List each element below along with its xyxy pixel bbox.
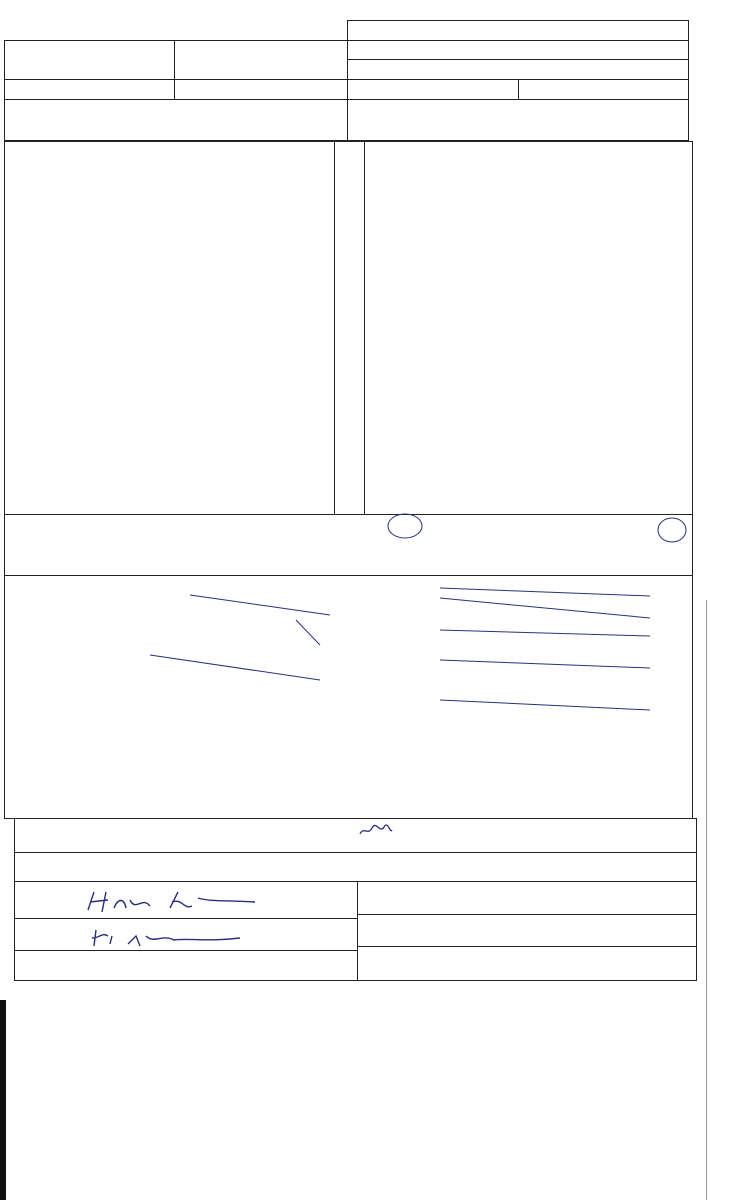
strike-line: [440, 598, 650, 618]
strike-line: [440, 700, 650, 710]
circle-mark: [388, 514, 422, 538]
strike-line: [296, 620, 320, 645]
scribble-mark: [358, 824, 394, 838]
strike-line: [150, 655, 320, 680]
strike-line: [440, 660, 650, 668]
blank-background: [0, 1000, 729, 1200]
scan-edge: [0, 1000, 6, 1200]
strike-line: [440, 630, 650, 636]
strike-line: [190, 595, 330, 615]
home-signature: [80, 888, 260, 918]
circle-mark: [658, 518, 686, 542]
subs-box: [14, 818, 697, 882]
away-signature: [88, 926, 248, 952]
page-edge: [706, 600, 729, 1200]
strike-line: [440, 588, 650, 596]
signature-right-box: [357, 881, 697, 981]
